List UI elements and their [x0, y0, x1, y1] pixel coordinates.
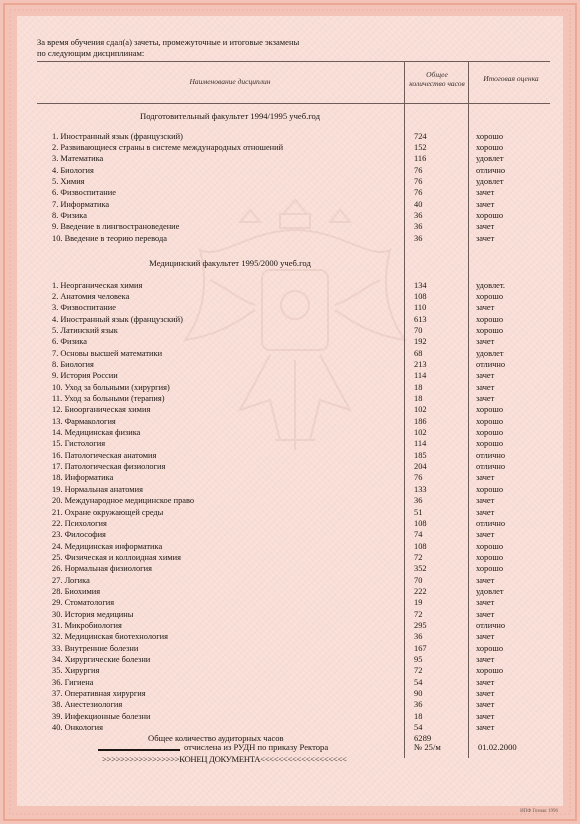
table-row: [0, 280, 580, 291]
table-row: [0, 153, 580, 164]
course-grade: хорошо: [476, 210, 504, 220]
course-name: 4. Иностранный язык (французский): [52, 314, 183, 324]
course-grade: хорошо: [476, 314, 504, 324]
table-row: [0, 518, 580, 529]
intro-line-1: За время обучения сдал(а) зачеты, промежуточные и итоговые экзамены: [37, 37, 300, 47]
course-name: 18. Информатика: [52, 473, 114, 483]
course-grade: зачет: [476, 188, 495, 198]
table-top-rule: [37, 61, 550, 62]
table-row: [0, 563, 580, 574]
course-grade: зачет: [476, 507, 495, 517]
table-row: [0, 325, 580, 336]
course-name: 14. Медицинская физика: [52, 428, 141, 438]
course-grade: хорошо: [476, 416, 504, 426]
table-row: [0, 233, 580, 244]
course-hours: 186: [414, 416, 427, 426]
course-name: 40. Онкология: [52, 723, 103, 733]
course-name: 38. Анестезиология: [52, 700, 123, 710]
course-name: 6. Физвоспитание: [52, 188, 116, 198]
course-name: 28. Биохимия: [52, 586, 101, 596]
course-grade: удовлет.: [476, 280, 505, 290]
course-grade: зачет: [476, 632, 495, 642]
course-grade: зачет: [476, 677, 495, 687]
course-name: 11. Уход за больными (терапия): [52, 394, 165, 403]
course-hours: 102: [414, 405, 427, 415]
course-grade: хорошо: [476, 405, 504, 415]
course-hours: 76: [414, 165, 423, 175]
course-grade: хорошо: [476, 666, 504, 676]
course-hours: 36: [414, 222, 423, 232]
course-hours: 74: [414, 530, 423, 540]
course-grade: зачет: [476, 689, 495, 699]
course-hours: 18: [414, 394, 423, 403]
table-row: [0, 359, 580, 370]
total-hours-value: 6289: [414, 733, 432, 743]
course-hours: 110: [414, 303, 427, 313]
course-name: 31. Микробиология: [52, 621, 122, 630]
course-grade: зачет: [476, 382, 495, 392]
table-row: [0, 165, 580, 176]
course-name: 1. Иностранный язык (французский): [52, 131, 183, 141]
course-hours: 108: [414, 541, 427, 551]
course-name: 1. Неорганическая химия: [52, 280, 143, 290]
course-grade: хорошо: [476, 643, 504, 653]
course-hours: 295: [414, 621, 427, 630]
course-grade: зачет: [476, 199, 495, 209]
course-grade: зачет: [476, 496, 495, 506]
course-hours: 108: [414, 291, 427, 301]
course-name: 32. Медицинская биотехнология: [52, 632, 168, 642]
course-hours: 114: [414, 439, 427, 449]
course-name: 39. Инфекционные болезни: [52, 711, 151, 721]
course-name: 4. Биология: [52, 165, 94, 175]
table-row: [0, 472, 580, 483]
course-name: 16. Патологическая анатомия: [52, 450, 157, 460]
course-name: 22. Психология: [52, 518, 107, 528]
course-grade: зачет: [476, 233, 495, 243]
course-name: 17. Патологическая физиология: [52, 462, 166, 472]
table-row: [0, 654, 580, 665]
course-hours: 114: [414, 371, 427, 381]
table-row: [0, 370, 580, 381]
table-row: [0, 722, 580, 733]
course-hours: 72: [414, 552, 423, 562]
course-grade: хорошо: [476, 552, 504, 562]
course-hours: 213: [414, 359, 427, 369]
order-number: № 25/м: [414, 742, 441, 752]
course-grade: хорошо: [476, 325, 504, 335]
course-name: 2. Анатомия человека: [52, 291, 130, 301]
table-row: [0, 711, 580, 722]
section-title-preparatory: Подготовительный факультет 1994/1995 учеб.год: [140, 111, 320, 121]
table-row: [0, 221, 580, 232]
printer-imprint: ИПФ Гознак 1996: [520, 809, 558, 814]
course-hours: 68: [414, 348, 423, 358]
course-name: 9. Введение в лингвострановедение: [52, 222, 180, 232]
course-name: 37. Оперативная хирургия: [52, 689, 146, 699]
table-row: [0, 210, 580, 221]
course-hours: 204: [414, 462, 427, 472]
course-hours: 36: [414, 496, 423, 506]
course-name: 19. Нормальная анатомия: [52, 484, 143, 494]
course-grade: хорошо: [476, 428, 504, 438]
table-row: [0, 507, 580, 518]
table-row: [0, 176, 580, 187]
table-row: [0, 552, 580, 563]
course-hours: 36: [414, 700, 423, 710]
course-name: 9. История России: [52, 371, 118, 381]
course-grade: зачет: [476, 655, 495, 665]
course-name: 5. Латинский язык: [52, 325, 118, 335]
course-grade: хорошо: [476, 142, 504, 152]
course-hours: 76: [414, 176, 423, 186]
course-grade: зачет: [476, 371, 495, 381]
course-hours: 613: [414, 314, 427, 324]
header-discipline: Наименование дисциплин: [189, 77, 271, 86]
table-row: [0, 131, 580, 142]
course-grade: зачет: [476, 609, 495, 619]
course-hours: 40: [414, 199, 423, 209]
course-hours: 54: [414, 723, 423, 733]
course-grade: хорошо: [476, 484, 504, 494]
table-row: [0, 438, 580, 449]
course-name: 3. Математика: [52, 154, 104, 164]
table-row: [0, 302, 580, 313]
intro-line-2: по следующим дисциплинам:: [37, 48, 145, 58]
course-grade: зачет: [476, 711, 495, 721]
course-hours: 116: [414, 154, 427, 164]
course-hours: 72: [414, 666, 423, 676]
course-name: 8. Физика: [52, 210, 87, 220]
course-grade: зачет: [476, 473, 495, 483]
course-grade: хорошо: [476, 131, 504, 141]
course-grade: зачет: [476, 723, 495, 733]
course-grade: зачет: [476, 303, 495, 313]
course-grade: удовлет: [476, 348, 504, 358]
table-row: [0, 291, 580, 302]
course-name: 30. История медицины: [52, 609, 134, 619]
course-hours: 36: [414, 210, 423, 220]
course-hours: 90: [414, 689, 423, 699]
course-hours: 76: [414, 473, 423, 483]
table-row: [0, 393, 580, 404]
course-hours: 72: [414, 609, 423, 619]
course-name: 29. Стоматология: [52, 598, 115, 608]
name-underline: [98, 749, 180, 751]
table-row: [0, 586, 580, 597]
table-header-rule: [37, 103, 550, 104]
course-name: 27. Логика: [52, 575, 90, 585]
course-name: 20. Международное медицинское право: [52, 496, 195, 506]
order-date: 01.02.2000: [478, 742, 517, 752]
course-grade: удовлет: [476, 154, 504, 164]
total-hours-label: Общее количество аудиторных часов: [148, 733, 284, 743]
table-row: [0, 461, 580, 472]
course-hours: 95: [414, 655, 423, 665]
course-hours: 19: [414, 598, 423, 608]
course-hours: 70: [414, 325, 423, 335]
course-grade: зачет: [476, 394, 495, 403]
course-name: 21. Охране окружающей среды: [52, 507, 164, 517]
course-name: 5. Химия: [52, 176, 85, 186]
course-name: 15. Гистология: [52, 439, 106, 449]
table-row: [0, 314, 580, 325]
table-row: [0, 142, 580, 153]
course-grade: зачет: [476, 530, 495, 540]
course-name: 2. Развивающиеся страны в системе международных отношений: [52, 142, 284, 152]
table-row: [0, 609, 580, 620]
course-grade: отлично: [476, 165, 506, 175]
table-row: [0, 643, 580, 654]
intro-text: [37, 37, 299, 59]
course-hours: 108: [414, 518, 427, 528]
table-row: [0, 336, 580, 347]
table-row: [0, 699, 580, 710]
course-grade: хорошо: [476, 291, 504, 301]
course-name: 12. Биоорганическая химия: [52, 405, 151, 415]
course-grade: зачет: [476, 598, 495, 608]
table-row: [0, 620, 580, 631]
table-row: [0, 529, 580, 540]
course-hours: 76: [414, 188, 423, 198]
course-grade: хорошо: [476, 564, 504, 574]
table-row: [0, 597, 580, 608]
course-name: 26. Нормальная физиология: [52, 564, 152, 574]
course-name: 34. Хирургические болезни: [52, 655, 151, 665]
course-grade: хорошо: [476, 439, 504, 449]
course-name: 33. Внутренние болезни: [52, 643, 139, 653]
table-row: [0, 495, 580, 506]
table-row: [0, 199, 580, 210]
table-row: [0, 677, 580, 688]
expelled-text: отчислена из РУДН по приказу Ректора: [184, 742, 329, 752]
course-grade: удовлет: [476, 176, 504, 186]
table-row: [0, 541, 580, 552]
table-row: [0, 187, 580, 198]
course-name: 10. Уход за больными (хирургия): [52, 382, 170, 392]
table-row: [0, 427, 580, 438]
course-grade: отлично: [476, 450, 506, 460]
course-name: 7. Основы высшей математики: [52, 348, 163, 358]
course-hours: 134: [414, 280, 427, 290]
table-row: [0, 484, 580, 495]
course-name: 10. Введение в теорию перевода: [52, 233, 167, 243]
course-name: 8. Биология: [52, 359, 94, 369]
table-row: [0, 416, 580, 427]
course-name: 6. Физика: [52, 337, 87, 347]
course-hours: 167: [414, 643, 427, 653]
course-name: 7. Информатика: [52, 199, 110, 209]
course-grade: зачет: [476, 337, 495, 347]
course-name: 36. Гигиена: [52, 677, 94, 687]
course-grade: зачет: [476, 575, 495, 585]
course-hours: 102: [414, 428, 427, 438]
end-of-document-marker: >>>>>>>>>>>>>>>>>КОНЕЦ ДОКУМЕНТА<<<<<<<<<<<<<<<<<<<: [102, 754, 347, 764]
course-hours: 51: [414, 507, 423, 517]
course-name: 24. Медицинская информатика: [52, 541, 163, 551]
course-hours: 192: [414, 337, 427, 347]
course-hours: 18: [414, 711, 423, 721]
header-grade: Итоговая оценка: [483, 74, 539, 83]
course-hours: 133: [414, 484, 427, 494]
section-title-medical: Медицинский факультет 1995/2000 учеб.год: [149, 258, 311, 268]
course-name: 35. Хирургия: [52, 666, 100, 676]
table-row: [0, 348, 580, 359]
table-row: [0, 450, 580, 461]
header-hours: Общее количество часов: [409, 70, 465, 88]
course-hours: 18: [414, 382, 423, 392]
course-hours: 36: [414, 233, 423, 243]
course-hours: 222: [414, 586, 427, 596]
course-grade: отлично: [476, 462, 506, 472]
course-name: 25. Физическая и коллоидная химия: [52, 552, 181, 562]
table-row: [0, 382, 580, 393]
course-name: 3. Физвоспитание: [52, 303, 116, 313]
course-name: 13. Фармакология: [52, 416, 116, 426]
course-hours: 36: [414, 632, 423, 642]
course-grade: зачет: [476, 222, 495, 232]
course-name: 23. Философия: [52, 530, 106, 540]
course-hours: 54: [414, 677, 423, 687]
course-grade: зачет: [476, 700, 495, 710]
course-hours: 724: [414, 131, 427, 141]
course-hours: 70: [414, 575, 423, 585]
course-hours: 152: [414, 142, 427, 152]
table-row: [0, 688, 580, 699]
course-grade: отлично: [476, 621, 506, 630]
course-hours: 185: [414, 450, 427, 460]
course-hours: 352: [414, 564, 427, 574]
course-grade: хорошо: [476, 541, 504, 551]
table-row: [0, 575, 580, 586]
table-row: [0, 404, 580, 415]
table-row: [0, 665, 580, 676]
table-row: [0, 631, 580, 642]
course-grade: отлично: [476, 518, 506, 528]
course-grade: удовлет: [476, 586, 504, 596]
course-grade: отлично: [476, 359, 506, 369]
